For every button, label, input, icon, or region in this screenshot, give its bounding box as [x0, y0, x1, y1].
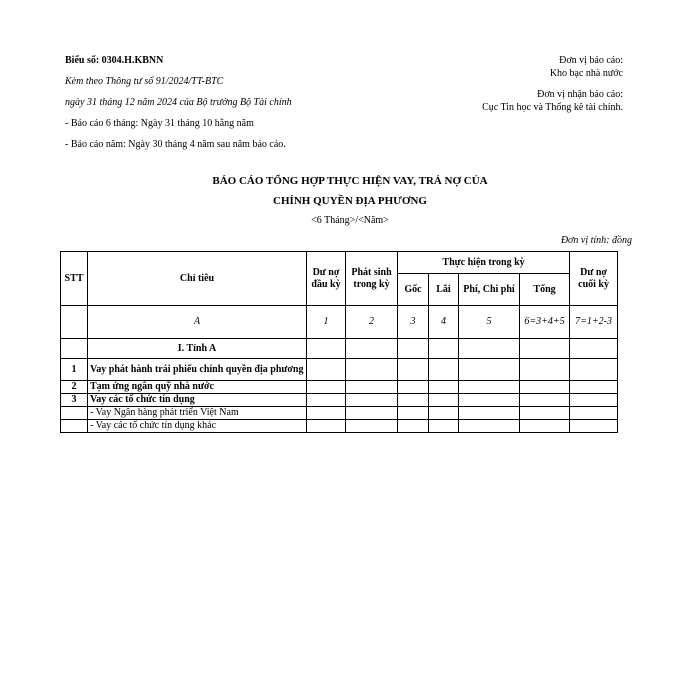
- receiver-value: Cục Tin học và Thống kê tài chính.: [482, 102, 623, 113]
- empty-cell: [520, 381, 570, 394]
- index-row: [61, 306, 618, 339]
- row-label: - Vay Ngân hàng phát triển Việt Nam: [88, 407, 307, 420]
- empty-cell: [307, 394, 346, 407]
- empty-cell: [570, 381, 618, 394]
- empty-cell: [398, 381, 429, 394]
- header-opening-balance: Dư nợ đầu kỳ: [307, 252, 346, 306]
- empty-cell: [307, 381, 346, 394]
- empty-cell: [346, 339, 398, 359]
- header-fees: Phí, Chi phí: [459, 274, 520, 306]
- empty-cell: [520, 407, 570, 420]
- empty-cell: [429, 394, 459, 407]
- deadline-6-month: - Báo cáo 6 tháng: Ngày 31 tháng 10 hằng năm: [65, 118, 254, 129]
- receiver-label: Đơn vị nhận báo cáo:: [537, 89, 623, 100]
- table-row: [61, 359, 618, 381]
- row-label: - Vay các tổ chức tín dụng khác: [88, 420, 307, 433]
- empty-cell: [398, 420, 429, 433]
- report-period: <6 Tháng>/<Năm>: [311, 215, 389, 226]
- header-total: Tổng: [520, 274, 570, 306]
- index-cell: 7=1+2-3: [570, 306, 618, 339]
- empty-cell: [520, 359, 570, 381]
- receiver-unit: [383, 88, 623, 114]
- empty-cell: [398, 394, 429, 407]
- row-label: Vay các tổ chức tín dụng: [88, 394, 307, 407]
- row-stt: 3: [61, 394, 88, 407]
- sender-unit: [383, 54, 623, 80]
- sender-value: Kho bạc nhà nước: [549, 68, 623, 79]
- header-interest: Lãi: [429, 274, 459, 306]
- empty-cell: [307, 420, 346, 433]
- table-row: [61, 420, 618, 433]
- empty-cell: [398, 359, 429, 381]
- circular-reference: [65, 75, 295, 88]
- circular-date: ngày 31 tháng 12 năm 2024 của Bộ trưởng Bộ Tài chính: [65, 97, 292, 108]
- empty-cell: [520, 339, 570, 359]
- empty-cell: [459, 407, 520, 420]
- section-stt: [61, 339, 88, 359]
- index-cell: 3: [398, 306, 429, 339]
- report-title-line-2: CHÍNH QUYỀN ĐỊA PHƯƠNG: [273, 195, 427, 207]
- empty-cell: [307, 339, 346, 359]
- empty-cell: [429, 420, 459, 433]
- empty-cell: [570, 339, 618, 359]
- index-cell: 4: [429, 306, 459, 339]
- empty-cell: [429, 339, 459, 359]
- deadline-year: - Báo cáo năm: Ngày 30 tháng 4 năm sau năm báo cáo.: [65, 139, 286, 150]
- row-stt: [61, 420, 88, 433]
- empty-cell: [570, 359, 618, 381]
- index-cell: 5: [459, 306, 520, 339]
- empty-cell: [570, 420, 618, 433]
- section-label: I. Tỉnh A: [88, 339, 307, 359]
- empty-cell: [429, 407, 459, 420]
- empty-cell: [307, 359, 346, 381]
- empty-cell: [459, 420, 520, 433]
- empty-cell: [570, 407, 618, 420]
- header-performed: Thực hiện trong kỳ: [398, 252, 570, 274]
- empty-cell: [346, 420, 398, 433]
- empty-cell: [307, 407, 346, 420]
- empty-cell: [459, 381, 520, 394]
- index-cell: 6=3+4+5: [520, 306, 570, 339]
- header-stt: STT: [61, 252, 88, 306]
- circular-line-1: Kèm theo Thông tư số 91/2024/TT-BTC: [65, 76, 224, 87]
- row-stt: 1: [61, 359, 88, 381]
- row-stt: 2: [61, 381, 88, 394]
- row-label: Vay phát hành trái phiếu chính quyền địa phương: [88, 359, 307, 381]
- empty-cell: [520, 420, 570, 433]
- empty-cell: [346, 394, 398, 407]
- reporting-units: [383, 54, 623, 122]
- header-indicator: Chỉ tiêu: [88, 252, 307, 306]
- report-title-line-1: BÁO CÁO TỔNG HỢP THỰC HIỆN VAY, TRẢ NỢ CỦA: [212, 175, 488, 187]
- empty-cell: [429, 359, 459, 381]
- empty-cell: [459, 339, 520, 359]
- sender-label: Đơn vị báo cáo:: [559, 55, 623, 66]
- header-principal: Gốc: [398, 274, 429, 306]
- header-incurred: Phát sinh trong kỳ: [346, 252, 398, 306]
- report-table: [60, 251, 618, 433]
- index-cell: 1: [307, 306, 346, 339]
- table-row: [61, 394, 618, 407]
- index-cell: [61, 306, 88, 339]
- empty-cell: [459, 394, 520, 407]
- section-row: [61, 339, 618, 359]
- header-row-1: [61, 252, 618, 274]
- header-closing-balance: Dư nợ cuối kỳ: [570, 252, 618, 306]
- row-stt: [61, 407, 88, 420]
- empty-cell: [398, 407, 429, 420]
- empty-cell: [429, 381, 459, 394]
- empty-cell: [459, 359, 520, 381]
- currency-unit: Đơn vị tính: đồng: [560, 235, 632, 246]
- empty-cell: [346, 407, 398, 420]
- index-cell: A: [88, 306, 307, 339]
- empty-cell: [520, 394, 570, 407]
- empty-cell: [570, 394, 618, 407]
- empty-cell: [346, 359, 398, 381]
- empty-cell: [398, 339, 429, 359]
- form-info: [65, 54, 295, 159]
- index-cell: 2: [346, 306, 398, 339]
- form-code: Biểu số: 0304.H.KBNN: [65, 55, 164, 66]
- table-row: [61, 381, 618, 394]
- table-row: [61, 407, 618, 420]
- empty-cell: [346, 381, 398, 394]
- row-label: Tạm ứng ngân quỹ nhà nước: [88, 381, 307, 394]
